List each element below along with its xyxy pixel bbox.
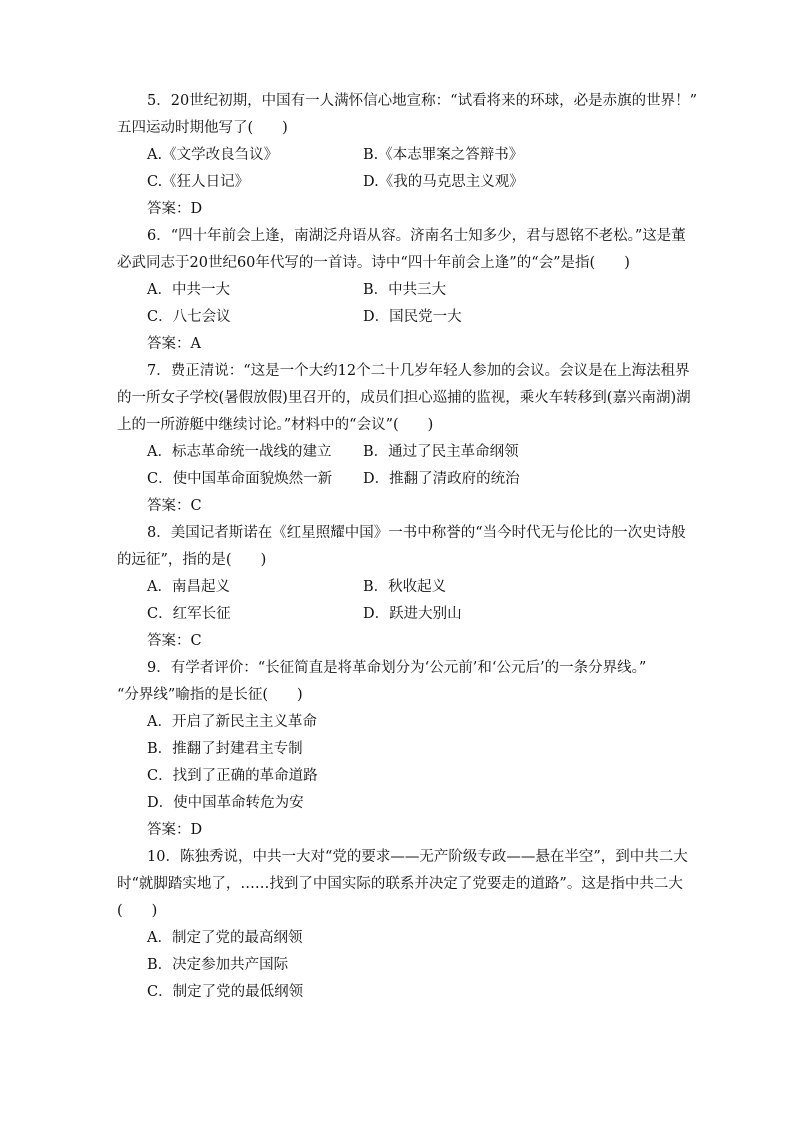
option-a: A．标志革命统一战线的建立 xyxy=(147,444,332,460)
question-stem-line: 9．有学者评价：“长征简直是将革命划分为‘公元前’和‘公元后’的一条分界线。” xyxy=(147,660,647,676)
option-a: A．南昌起义 xyxy=(147,579,230,595)
options-row xyxy=(117,601,697,628)
option-b: B．决定参加共产国际 xyxy=(147,957,289,973)
question-stem-line: 10．陈独秀说，中共一大对“党的要求——无产阶级专政——悬在半空”，到中共二大 xyxy=(147,849,688,865)
option-c: C．八七会议 xyxy=(147,309,231,325)
question-stem-line: 7．费正清说：“这是一个大约12个二十几岁年轻人参加的会议。会议是在上海法租界 xyxy=(147,363,690,379)
answer-line: 答案：A xyxy=(147,336,201,352)
question-10 xyxy=(117,844,697,1006)
question-stem-line: 的远征”，指的是( ) xyxy=(117,552,267,568)
question-stem-line: 上的一所游艇中继续讨论。”材料中的“会议”( ) xyxy=(117,417,434,433)
question-stem-line: 必武同志于20世纪60年代写的一首诗。诗中“四十年前会上逢”的“会”是指( ) xyxy=(117,255,630,271)
option-a: A．制定了党的最高纲领 xyxy=(147,930,303,946)
options-row xyxy=(117,277,697,304)
option-d: D．使中国革命转危为安 xyxy=(147,795,304,811)
question-stem-line: 时“就脚踏实地了，……找到了中国实际的联系并决定了党要走的道路”。这是指中共二大 xyxy=(117,876,683,892)
answer-line: 答案：D xyxy=(147,822,203,838)
option-a: A.《文学改良刍议》 xyxy=(147,147,279,163)
option-d: D.《我的马克思主义观》 xyxy=(363,174,524,190)
options-row xyxy=(117,466,697,493)
option-c: C．使中国革命面貌焕然一新 xyxy=(147,471,333,487)
answer-line: 答案：C xyxy=(147,498,202,514)
option-d: D．国民党一大 xyxy=(363,309,462,325)
options-row xyxy=(117,169,697,196)
question-7 xyxy=(117,358,697,520)
option-a: A．中共一大 xyxy=(147,282,230,298)
question-stem-line: 的一所女子学校(暑假放假)里召开的，成员们担心巡捕的监视，乘火车转移到(嘉兴南湖)湖 xyxy=(117,390,691,406)
question-stem-line: ( ) xyxy=(117,903,158,919)
option-b: B．中共三大 xyxy=(363,282,447,298)
option-a: A．开启了新民主主义革命 xyxy=(147,714,317,730)
option-c: C．找到了正确的革命道路 xyxy=(147,768,318,784)
option-d: D．推翻了清政府的统治 xyxy=(363,471,520,487)
question-6 xyxy=(117,223,697,358)
question-stem-line: 8．美国记者斯诺在《红星照耀中国》一书中称誉的“当今时代无与伦比的一次史诗般 xyxy=(147,525,686,541)
option-b: B．秋收起义 xyxy=(363,579,447,595)
question-stem-line: 5．20世纪初期，中国有一人满怀信心地宣称：“试看将来的环球，必是赤旗的世界！” xyxy=(147,93,697,109)
answer-line: 答案：C xyxy=(147,633,202,649)
option-b: B．通过了民主革命纲领 xyxy=(363,444,519,460)
document-body xyxy=(117,88,697,1006)
question-stem-line: “分界线”喻指的是长征( ) xyxy=(117,687,303,703)
question-9 xyxy=(117,655,697,844)
answer-line: 答案：D xyxy=(147,201,203,217)
option-c: C.《狂人日记》 xyxy=(147,174,250,190)
option-b: B.《本志罪案之答辩书》 xyxy=(363,147,524,163)
options-row xyxy=(117,304,697,331)
options-row xyxy=(117,574,697,601)
options-row xyxy=(117,142,697,169)
question-8 xyxy=(117,520,697,655)
question-stem-line: 6．“四十年前会上逢，南湖泛舟语从容。济南名士知多少，君与恩铭不老松。”这是董 xyxy=(147,228,686,244)
question-stem-line: 五四运动时期他写了( ) xyxy=(117,120,288,136)
option-b: B．推翻了封建君主专制 xyxy=(147,741,303,757)
options-row xyxy=(117,439,697,466)
option-c: C．制定了党的最低纲领 xyxy=(147,984,304,1000)
option-d: D．跃进大别山 xyxy=(363,606,462,622)
option-c: C．红军长征 xyxy=(147,606,231,622)
question-5 xyxy=(117,88,697,223)
